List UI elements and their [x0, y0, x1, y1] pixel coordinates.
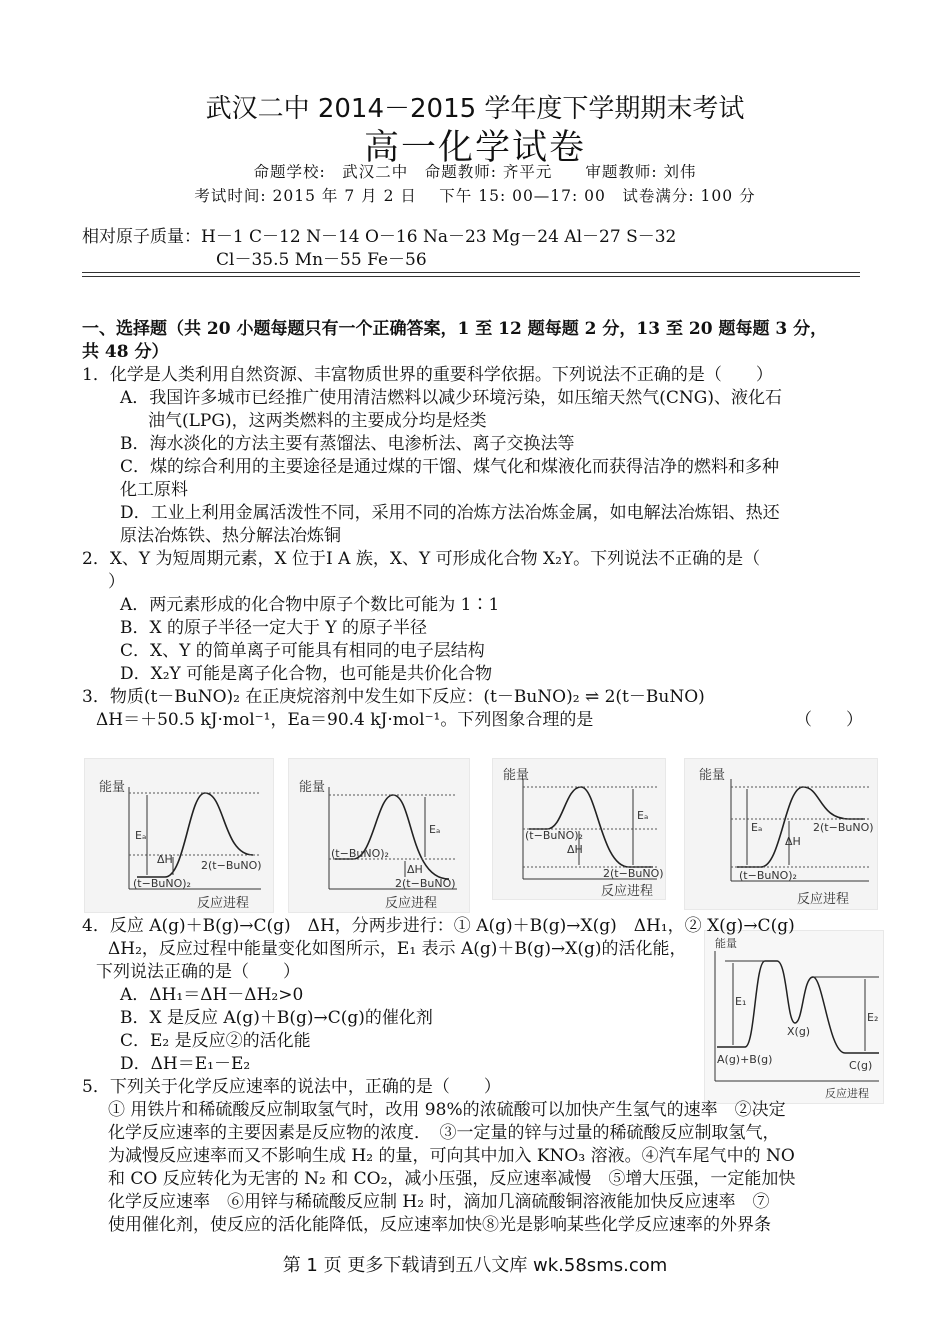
exam-time: 考试时间: 2015 年 7 月 2 日 下午 15: 00—17: 00 试卷满分: 100 分 [194, 187, 756, 205]
q5-line5: 化学反应速率 ⑥用锌与稀硫酸反应制 H₂ 时，滴加几滴硫酸铜溶液能加快反应速率 ⑦ [108, 1192, 770, 1212]
exam-authors: 命题学校: 武汉二中 命题教师: 齐平元 审题教师: 刘伟 [253, 163, 697, 181]
q4-option-a: A．ΔH₁＝ΔH－ΔH₂>0 [120, 985, 304, 1005]
q2-option-a: A．两元素形成的化合物中原子个数比可能为 1∶1 [120, 595, 500, 615]
q4-stem: 4．反应 A(g)＋B(g)→C(g) ΔH，分两步进行：① A(g)＋B(g)→X(g) ΔH₁，② X(g)→C(g) [82, 916, 795, 936]
q1-stem: 1．化学是人类利用自然资源、丰富物质世界的重要科学依据。下列说法不正确的是（ ） [82, 365, 773, 385]
intermediate-label: X(g) [787, 1025, 811, 1038]
q4-stem-cont: ΔH₂，反应过程中能量变化如图所示，E₁ 表示 A(g)＋B(g)→X(g)的活化能， [108, 939, 687, 959]
q3-answer-paren: （ ） [795, 710, 863, 730]
product-label: 2(t−BuNO) [603, 867, 664, 880]
start-label: A(g)+B(g) [717, 1053, 773, 1066]
q1-option-b: B．海水淡化的方法主要有蒸馏法、电渗析法、离子交换法等 [120, 434, 575, 454]
q2-option-b: B．X 的原子半径一定大于 Y 的原子半径 [120, 618, 428, 638]
q2-stem: 2．X、Y 为短周期元素，X 位于Ⅰ A 族，X、Y 可形成化合物 X₂Y。下列说法不正确的是（ [82, 549, 761, 569]
y-axis-label: 能量 [99, 780, 126, 795]
reactant-label: (t−BuNO)₂ [525, 829, 583, 842]
dh-label: ΔH [567, 843, 583, 856]
e2-label: E₂ [867, 1011, 879, 1024]
exam-subtitle: 高一化学试卷 [363, 128, 586, 168]
atomic-mass-line1: 相对原子质量：H－1 C－12 N－14 O－16 Na－23 Mg－24 Al－27 S－32 [82, 227, 677, 247]
q2-stem-cont: ） [108, 572, 125, 592]
q3-stem: 3．物质(t－BuNO)₂ 在正庚烷溶剂中发生如下反应：(t－BuNO)₂ ⇌ 2(t－BuNO) [82, 687, 705, 707]
q1-option-c: C．煤的综合利用的主要途径是通过煤的干馏、煤气化和煤液化而获得洁净的燃料和多种 [120, 457, 780, 477]
q5-line4: 和 CO 反应转化为无害的 N₂ 和 CO₂，减小压强，反应速率减慢 ⑤增大压强，一定能加快 [108, 1169, 796, 1189]
dh-label: ΔH [785, 835, 801, 848]
q4-option-c: C．E₂ 是反应②的活化能 [120, 1031, 311, 1051]
section-heading-cont: 共 48 分） [82, 342, 169, 362]
page-footer: 第 1 页 更多下载请到五八文库 wk.58sms.com [282, 1255, 668, 1276]
exam-title: 武汉二中 2014－2015 学年度下学期期末考试 [205, 94, 745, 124]
q3-chart-c [492, 758, 666, 900]
product-label: 2(t−BuNO) [201, 859, 262, 872]
q5-stem: 5．下列关于化学反应速率的说法中，正确的是（ ） [82, 1077, 501, 1097]
q1-option-d: D．工业上利用金属活泼性不同，采用不同的冶炼方法冶炼金属，如电解法冶炼铝、热还 [120, 503, 780, 523]
y-axis-label: 能量 [299, 780, 326, 795]
y-axis-label: 能量 [503, 768, 530, 783]
y-axis-label: 能量 [715, 937, 737, 950]
dh-label: ΔH [157, 853, 173, 866]
q2-option-d: D．X₂Y 可能是离子化合物，也可能是共价化合物 [120, 664, 493, 684]
dh-label: ΔH [407, 863, 423, 876]
q5-line1: ① 用铁片和稀硫酸反应制取氢气时，改用 98%的浓硫酸可以加快产生氢气的速率 ②决定 [108, 1100, 786, 1120]
ea-label: Eₐ [429, 823, 441, 836]
product-label: 2(t−BuNO) [813, 821, 874, 834]
divider-bottom [82, 276, 860, 277]
ea-label: Eₐ [637, 809, 649, 822]
divider-top [82, 272, 860, 273]
energy-diagram-a [85, 759, 273, 912]
atomic-mass-line2: Cl－35.5 Mn－55 Fe－56 [216, 250, 427, 270]
q4-question: 下列说法正确的是（ ） [96, 962, 300, 982]
q3-chart-d [684, 758, 878, 910]
ea-label: Eₐ [135, 829, 147, 842]
q4-option-d: D．ΔH＝E₁－E₂ [120, 1054, 251, 1074]
q4-option-b: B．X 是反应 A(g)＋B(g)→C(g)的催化剂 [120, 1008, 433, 1028]
energy-diagram-c [493, 759, 665, 899]
q5-line2: 化学反应速率的主要因素是反应物的浓度． ③一定量的锌与过量的稀硫酸反应制取氢气， [108, 1123, 780, 1143]
q1-option-c-cont: 化工原料 [120, 480, 188, 500]
energy-diagram-b [289, 759, 469, 912]
product-label: 2(t−BuNO) [395, 877, 456, 890]
q1-option-a: A．我国许多城市已经推广使用清洁燃料以减少环境污染，如压缩天然气(CNG)、液化石 [120, 388, 783, 408]
reactant-label: (t−BuNO)₂ [739, 869, 797, 882]
x-axis-label: 反应进程 [385, 896, 438, 911]
section-heading: 一、选择题（共 20 小题每题只有一个正确答案，1 至 12 题每题 2 分，13 至 20 题每题 3 分， [82, 319, 828, 339]
q1-option-a-cont: 油气(LPG)，这两类燃料的主要成分均是烃类 [148, 411, 487, 431]
q3-chart-a [84, 758, 274, 913]
energy-diagram-d [685, 759, 877, 909]
x-axis-label: 反应进程 [797, 892, 850, 907]
ea-label: Eₐ [751, 821, 763, 834]
end-label: C(g) [849, 1059, 873, 1072]
energy-diagram-q4 [705, 931, 883, 1103]
q4-chart [704, 930, 884, 1104]
x-axis-label: 反应进程 [601, 884, 654, 899]
x-axis-label: 反应进程 [825, 1087, 869, 1100]
y-axis-label: 能量 [699, 768, 726, 783]
q2-option-c: C．X、Y 的简单离子可能具有相同的电子层结构 [120, 641, 485, 661]
q1-option-d-cont: 原法冶炼铁、热分解法冶炼铜 [120, 526, 341, 546]
reactant-label: (t−BuNO)₂ [331, 847, 389, 860]
q3-stem-cont: ΔH＝＋50.5 kJ·mol⁻¹，Ea＝90.4 kJ·mol⁻¹。下列图象合理的是 [96, 710, 594, 730]
q3-chart-b [288, 758, 470, 913]
e1-label: E₁ [735, 995, 747, 1008]
x-axis-label: 反应进程 [197, 896, 250, 911]
q5-line3: 为减慢反应速率而又不影响生成 H₂ 的量，可向其中加入 KNO₃ 溶液。④汽车尾气中的 NO [108, 1146, 795, 1166]
q5-line6: 使用催化剂，使反应的活化能降低，反应速率加快⑧光是影响某些化学反应速率的外界条 [108, 1215, 771, 1235]
reactant-label: (t−BuNO)₂ [133, 877, 191, 890]
